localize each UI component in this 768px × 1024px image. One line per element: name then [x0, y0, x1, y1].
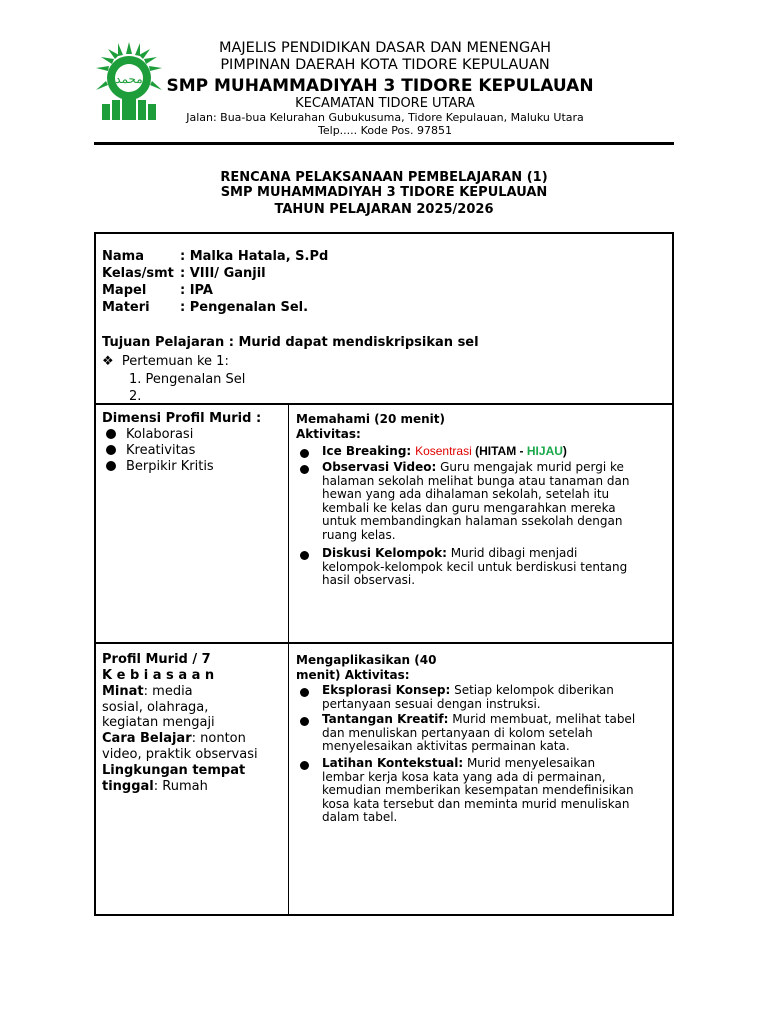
diskusi-item: Diskusi Kelompok: Murid dibagi menjadi kelompok-kelompok kecil untuk berdiskusi tentang hasil observasi.	[300, 547, 670, 591]
svg-text:محمد: محمد	[115, 72, 143, 86]
doc-year: TAHUN PELAJARAN 2025/2026	[274, 202, 494, 217]
profil-murid-heading: Profil Murid / 7	[102, 652, 211, 667]
bullet-icon	[106, 445, 116, 455]
bullet-icon	[300, 761, 309, 770]
district: KECAMATAN TIDORE UTARA	[295, 96, 475, 111]
column-divider	[288, 644, 289, 914]
pertemuan-item-1: 1. Pengenalan Sel	[129, 372, 246, 387]
lingkungan: Lingkungan tempat tinggal: Rumah	[102, 763, 246, 794]
rpp-table	[94, 232, 674, 916]
profil-item: Kolaborasi	[106, 427, 193, 442]
field-materi: Materi : Pengenalan Sel.	[102, 300, 309, 315]
doc-title: RENCANA PELAKSANAAN PEMBELAJARAN (1)	[220, 170, 548, 185]
tujuan-pelajaran: Tujuan Pelajaran : Murid dapat mendiskripsikan sel	[102, 335, 479, 350]
mengaplikasikan-heading: Mengaplikasikan (40 menit) Aktivitas:	[296, 653, 437, 682]
diamond-bullet-icon: ❖	[102, 354, 114, 369]
header-line2: PIMPINAN DAERAH KOTA TIDORE KEPULAUAN	[220, 57, 550, 73]
kebiasaan-heading: K e b i a s a a n	[102, 668, 215, 683]
pertemuan-item-2: 2.	[129, 389, 142, 404]
bullet-icon	[106, 429, 116, 439]
field-kelas: Kelas/smt : VIII/ Ganjil	[102, 266, 266, 281]
row-profil-murid-mengaplikasikan	[96, 644, 672, 914]
cara-belajar: Cara Belajar: nonton video, praktik observasi	[102, 731, 258, 762]
bullet-icon	[300, 717, 309, 726]
tantangan-item: Tantangan Kreatif: Murid membuat, melihat tabel dan menuliskan pertanyaan di kolom setelah menyelesaikan aktivitas permainan kata.	[300, 713, 670, 757]
bullet-icon	[300, 465, 309, 474]
memahami-heading: Memahami (20 menit)	[296, 412, 445, 426]
profil-heading: Dimensi Profil Murid :	[102, 411, 262, 426]
bullet-icon	[106, 461, 116, 471]
eksplorasi-item: Eksplorasi Konsep: Setiap kelompok diberikan pertanyaan sesuai dengan instruksi.	[300, 684, 670, 714]
pertemuan: ❖ Pertemuan ke 1:	[102, 354, 229, 369]
profil-item: Kreativitas	[106, 443, 195, 458]
field-nama: Nama : Malka Hatala, S.Pd	[102, 249, 329, 264]
contact: Telp..... Kode Pos. 97851	[318, 124, 452, 137]
latihan-item: Latihan Kontekstual: Murid menyelesaikan lembar kerja kosa kata yang ada di permainan, kemudian memberikan kesempatan mendefinisikan kosa kata tersebut dan meminta murid menuliskan dalam tabel.	[300, 757, 670, 827]
ice-breaking-item: Ice Breaking: Kosentrasi (HITAM - HIJAU)	[300, 445, 670, 461]
column-divider	[288, 405, 289, 642]
profil-item: Berpikir Kritis	[106, 459, 214, 474]
minat: Minat: media sosial, olahraga, kegiatan mengaji	[102, 684, 215, 730]
identity-cell	[96, 234, 672, 405]
bullet-icon	[300, 688, 309, 697]
observasi-item: Observasi Video: Guru mengajak murid pergi ke halaman sekolah melihat bunga atau tanaman dan hewan yang ada dihalaman sekolah, setelah itu kembali ke kelas dan guru mengarahkan mereka untuk membandingkan halaman ssekolah dengan ruang kelas.	[300, 461, 670, 545]
bullet-icon	[300, 551, 309, 560]
doc-school: SMP MUHAMMADIYAH 3 TIDORE KEPULAUAN	[220, 185, 548, 200]
address: Jalan: Bua-bua Kelurahan Gubukusuma, Tidore Kepulauan, Maluku Utara	[186, 111, 584, 124]
memahami-sub: Aktivitas:	[296, 427, 361, 441]
header-line1: MAJELIS PENDIDIKAN DASAR DAN MENENGAH	[218, 40, 552, 56]
bullet-icon	[300, 449, 309, 458]
header-divider	[94, 142, 674, 145]
field-mapel: Mapel : IPA	[102, 283, 213, 298]
row-profil-memahami	[96, 405, 672, 644]
school-name: SMP MUHAMMADIYAH 3 TIDORE KEPULAUAN	[166, 76, 594, 96]
